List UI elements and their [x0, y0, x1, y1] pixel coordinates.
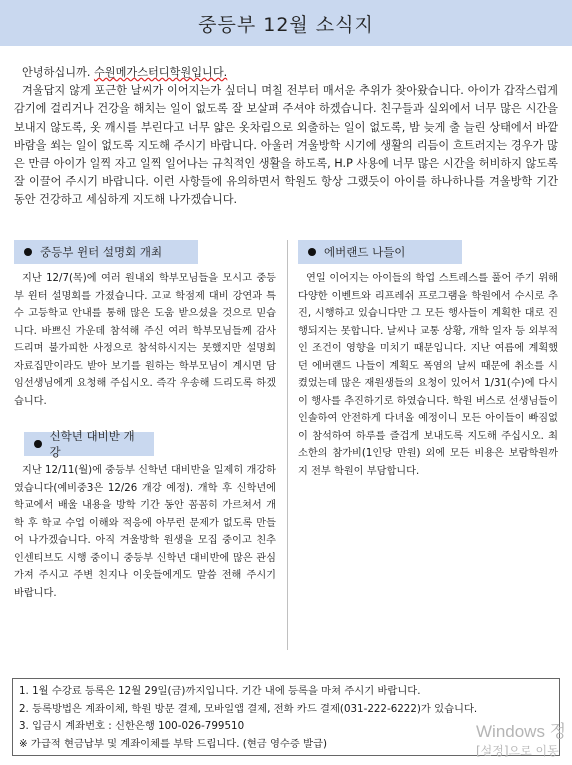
section-body: [14, 270, 278, 410]
section-body: [14, 462, 278, 602]
right-column: [298, 240, 560, 480]
everland-trip-section: [298, 240, 560, 480]
winter-briefing-section: [14, 240, 278, 410]
greeting-text: 안녕하십니까.: [22, 66, 94, 79]
notice-line: 2. 등록방법은 계좌이체, 학원 방문 결제, 모바일앱 결제, 전화 카드 결제(031-222-6222)가 있습니다.: [19, 702, 478, 715]
section-body-text: 지난 12/11(월)에 중등부 신학년 대비반을 일제히 개강하였습니다(예비중3은 12/26 개강 예정). 개학 후 신학년에 학교에서 배울 내용을 방학 기간 동안 꼼꼼히 가르쳐서 개학 후 학교 수업 이해와 적응에 아무런 문제가 없도록 만들어 나가겠습니다. 아직 겨울방학 원생을 모집 중이고 친추 인센티브도 시행 중이니 중등부 신학년 대비반에 많은 관심 가져 주시고 주변 친지나 이웃들에게도 말씀 전해 주시기 바랍니다.: [14, 465, 276, 599]
section-body-text: 지난 12/7(목)에 여러 원내외 학부모님들을 모시고 중등부 윈터 설명회를 가졌습니다. 고교 학점제 대비 강연과 특수 고등학교 안내를 통해 많은 도움 받으셨을 것으로 믿습니다. 바쁘신 가운데 참석해 주신 여러 학부모님들께 감사드리며 불가피한 사정으로 참석하시지는 못했지만 설명회 자료집만이라도 받아 보기를 원하는 학부모님이 계시면 담임선생님에게 요청해 주십시오. 즉각 우송해 드리도록 하겠습니다.: [14, 273, 276, 407]
section-heading-text: 중등부 윈터 설명회 개최: [40, 245, 163, 259]
windows-activation-watermark: Windows 정: [476, 722, 567, 741]
academy-name: 수원메가스터디학원입니다.: [93, 66, 228, 79]
intro-body: 겨울답지 않게 포근한 날씨가 이어지는가 싶더니 며칠 전부터 매서운 추위가 찾아왔습니다. 아이가 갑작스럽게 감기에 걸리거나 건강을 해치는 일이 없도록 잘 보살펴 주셔야 하겠습니다. 친구들과 실외에서 너무 많은 시간을 보내지 않도록, 옷 깨시를 부린다고 너무 얇은 옷차림으로 외출하는 일이 없도록, 밤 늦게 출 늘린 상태에서 바깥 바람을 쐬는 일이 없도록 지도해 주시기 바랍니다. 아울러 겨울방학 시기에 생활의 리듬이 흐트러지는 경우가 많은 만큼 아이가 일찍 자고 일찍 일어나는 규칙적인 생활을 하도록, H.P 사용에 너무 많은 시간을 허비하지 않도록 잘 이끌어 주시기 바랍니다. 이런 사항들에 유의하면서 학원도 항상 그랬듯이 아이를 하나하나를 겨울방학 기간 동안 건강하고 세심하게 지도해 나가겠습니다.: [14, 84, 559, 207]
intro-section: [14, 64, 558, 210]
section-heading-text: 신학년 대비반 개강: [49, 429, 135, 459]
section-heading-text: 에버랜드 나들이: [324, 245, 406, 259]
notice-line: 1. 1월 수강료 등록은 12월 29일(금)까지입니다. 기간 내에 등록을 마쳐 주시기 바랍니다.: [19, 685, 421, 697]
section-heading: [298, 240, 462, 264]
column-divider: [287, 240, 288, 650]
newsletter-title: 중등부 12월 소식지: [198, 13, 374, 36]
left-column: [14, 240, 278, 602]
newsletter-title-bar: [0, 0, 572, 46]
section-heading: [14, 240, 198, 264]
bullet-icon: [24, 248, 32, 256]
section-body: [298, 270, 560, 480]
bullet-icon: [308, 248, 316, 256]
section-body-text: 연일 이어지는 아이들의 학업 스트레스를 풀어 주기 위해 다양한 이벤트와 리프레쉬 프로그램을 학원에서 수시로 추진, 시행하고 있습니다만 그 모든 행사들이 계획한 대로 진행되지는 못합니다. 날씨나 교통 상황, 개학 일자 등 외부적인 조건이 영향을 미치기 때문입니다. 지난 여름에 계획했던 에버랜드 나들이 계획도 폭염의 날씨 때문에 취소를 시켰었는데 많은 재원생들의 요청이 있어서 1/31(수)에 다시 이 행사를 추진하기로 하였습니다. 학원 버스로 선생님들이 인솔하여 안전하게 다녀올 예정이니 모든 아이들이 빠짐없이 참석하여 하루를 즐겁게 보내도록 지도해 주십시오. 최소한의 참가비(1인당 만원) 외에 모든 비용은 보람학원까지 전부 학원이 부담합니다.: [298, 273, 558, 477]
bullet-icon: [34, 440, 42, 448]
new-grade-class-section: [14, 429, 278, 602]
notice-line: 3. 입금시 계좌번호 : 신한은행 100-026-799510: [19, 720, 245, 733]
notice-line: ※ 가급적 현금납부 및 계좌이체를 부탁 드립니다. (현금 영수증 발급): [19, 737, 328, 750]
windows-activation-watermark-sub: [설정]으로 이동: [476, 744, 559, 758]
section-heading: [24, 429, 154, 459]
